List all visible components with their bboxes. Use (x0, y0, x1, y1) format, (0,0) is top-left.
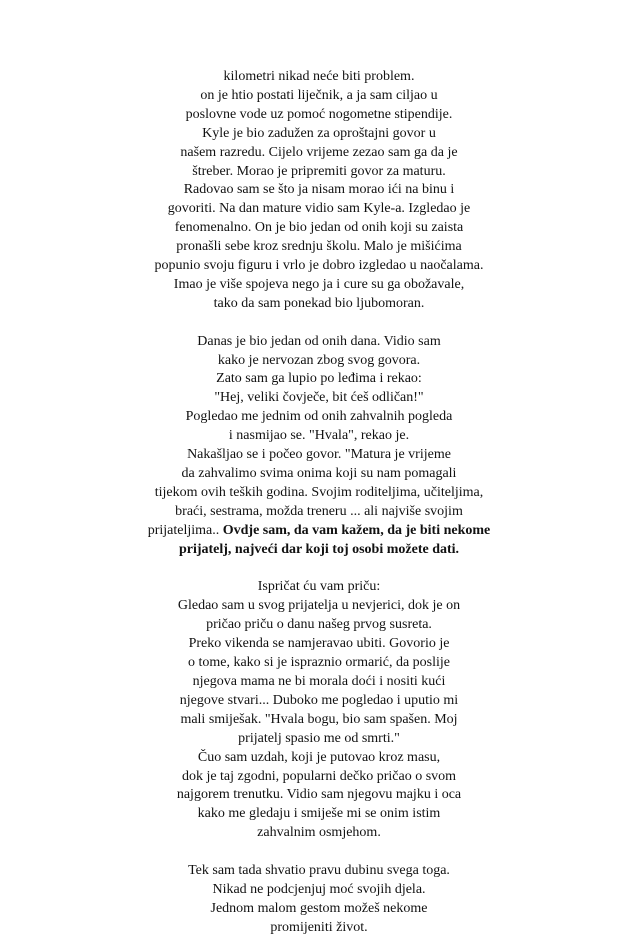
text-line (0, 862, 638, 881)
paragraph-gap (0, 314, 638, 333)
text-line (0, 219, 638, 238)
text-line (0, 805, 638, 824)
text-line (0, 465, 638, 484)
text-line (0, 881, 638, 900)
text-segment: njegove stvari... Duboko me pogledao i uputio mi (179, 692, 459, 708)
text-segment: Gledao sam u svog prijatelja u nevjerici, dok je on (177, 598, 461, 614)
text-line (0, 597, 638, 616)
bold-text-segment: prijatelj, najveći dar koji toj osobi možete dati. (178, 541, 460, 557)
text-line (0, 352, 638, 371)
text-line (0, 163, 638, 182)
text-line (0, 389, 638, 408)
paragraph (0, 862, 638, 938)
text-segment: Tek sam tada shvatio pravu dubinu svega toga. (188, 863, 450, 879)
text-segment: najgorem trenutku. Vidio sam njegovu majku i oca (176, 787, 462, 803)
text-segment: on je htio postati liječnik, a ja sam ciljao u (200, 87, 438, 103)
text-segment: Imao je više spojeva nego ja i cure su ga obožavale, (173, 276, 465, 292)
text-segment: Kyle je bio zadužen za oproštajni govor u (202, 125, 436, 141)
text-line (0, 824, 638, 843)
text-line (0, 578, 638, 597)
text-segment: "Hej, veliki čovječe, bit ćeš odličan!" (214, 390, 424, 406)
text-segment: štreber. Morao je pripremiti govor za maturu. (192, 163, 446, 179)
text-line (0, 238, 638, 257)
text-segment: Ispričat ću vam priču: (257, 579, 381, 595)
paragraph (0, 578, 638, 843)
text-segment: promijeniti život. (270, 919, 368, 935)
text-segment: i nasmijao se. "Hvala", rekao je. (228, 428, 410, 444)
text-segment: Čuo sam uzdah, koji je putovao kroz masu, (197, 749, 441, 765)
paragraph-gap (0, 560, 638, 579)
text-segment: Nakašljao se i počeo govor. "Matura je vrijeme (187, 447, 451, 463)
bold-text-segment: Ovdje sam, da vam kažem, da je biti nekome (222, 522, 491, 538)
text-segment: Pogledao me jednim od onih zahvalnih pogleda (185, 409, 453, 425)
text-segment: popunio svoju figuru i vrlo je dobro izgledao u naočalama. (154, 258, 484, 274)
text-line (0, 654, 638, 673)
story-text (0, 68, 638, 938)
text-segment: pričao priču o danu našeg prvog susreta. (206, 617, 432, 633)
text-line (0, 768, 638, 787)
text-segment: našem razredu. Cijelo vrijeme zezao sam ga da je (180, 144, 458, 160)
text-segment: njegova mama ne bi morala doći i nositi kući (192, 673, 446, 689)
text-line (0, 87, 638, 106)
text-line (0, 730, 638, 749)
paragraph-gap (0, 843, 638, 862)
text-segment: zahvalnim osmjehom. (257, 825, 381, 841)
text-segment: Nikad ne podcjenjuj moć svojih djela. (212, 881, 426, 897)
text-line (0, 749, 638, 768)
text-segment: prijateljima.. (147, 522, 223, 538)
text-segment: tijekom ovih teških godina. Svojim roditeljima, učiteljima, (154, 484, 484, 500)
text-segment: da zahvalimo svima onima koji su nam pomagali (181, 466, 457, 482)
text-segment: braći, sestrama, možda treneru ... ali najviše svojim (175, 503, 463, 519)
text-line (0, 370, 638, 389)
text-segment: Radovao sam se što ja nisam morao ići na binu i (183, 182, 455, 198)
text-line (0, 295, 638, 314)
text-segment: mali smiješak. "Hvala bogu, bio sam spašen. Moj (180, 711, 458, 727)
text-line (0, 144, 638, 163)
text-segment: Zato sam ga lupio po leđima i rekao: (216, 371, 422, 387)
text-line (0, 503, 638, 522)
paragraph (0, 68, 638, 314)
text-line (0, 333, 638, 352)
text-segment: kilometri nikad neće biti problem. (223, 69, 415, 84)
text-line (0, 616, 638, 635)
text-segment: poslovne vode uz pomoć nogometne stipendije. (185, 106, 453, 122)
text-line (0, 541, 638, 560)
text-line (0, 919, 638, 938)
text-line (0, 427, 638, 446)
text-segment: fenomenalno. On je bio jedan od onih koji su zaista (174, 220, 464, 236)
text-line (0, 522, 638, 541)
text-line (0, 257, 638, 276)
text-line (0, 692, 638, 711)
text-segment: Jednom malom gestom možeš nekome (210, 900, 428, 916)
text-line (0, 711, 638, 730)
text-line (0, 408, 638, 427)
text-line (0, 68, 638, 87)
text-segment: kako je nervozan zbog svog govora. (217, 352, 421, 368)
text-line (0, 446, 638, 465)
paragraph (0, 333, 638, 560)
text-segment: Danas je bio jedan od onih dana. Vidio sam (197, 333, 441, 349)
text-line (0, 484, 638, 503)
text-segment: prijatelj spasio me od smrti." (238, 730, 400, 746)
text-line (0, 125, 638, 144)
text-line (0, 276, 638, 295)
text-line (0, 106, 638, 125)
text-line (0, 673, 638, 692)
text-segment: Preko vikenda se namjeravao ubiti. Govorio je (188, 636, 450, 652)
text-line (0, 200, 638, 219)
text-segment: pronašli sebe kroz srednju školu. Malo je mišićima (176, 239, 462, 255)
text-line (0, 786, 638, 805)
text-line (0, 181, 638, 200)
text-segment: tako da sam ponekad bio ljubomoran. (213, 295, 425, 311)
text-line (0, 635, 638, 654)
text-segment: kako me gledaju i smiješe mi se onim istim (197, 806, 441, 822)
text-segment: dok je taj zgodni, popularni dečko pričao o svom (181, 768, 457, 784)
text-segment: govoriti. Na dan mature vidio sam Kyle-a. Izgledao je (167, 201, 471, 217)
text-segment: o tome, kako si je ispraznio ormarić, da poslije (187, 655, 451, 671)
